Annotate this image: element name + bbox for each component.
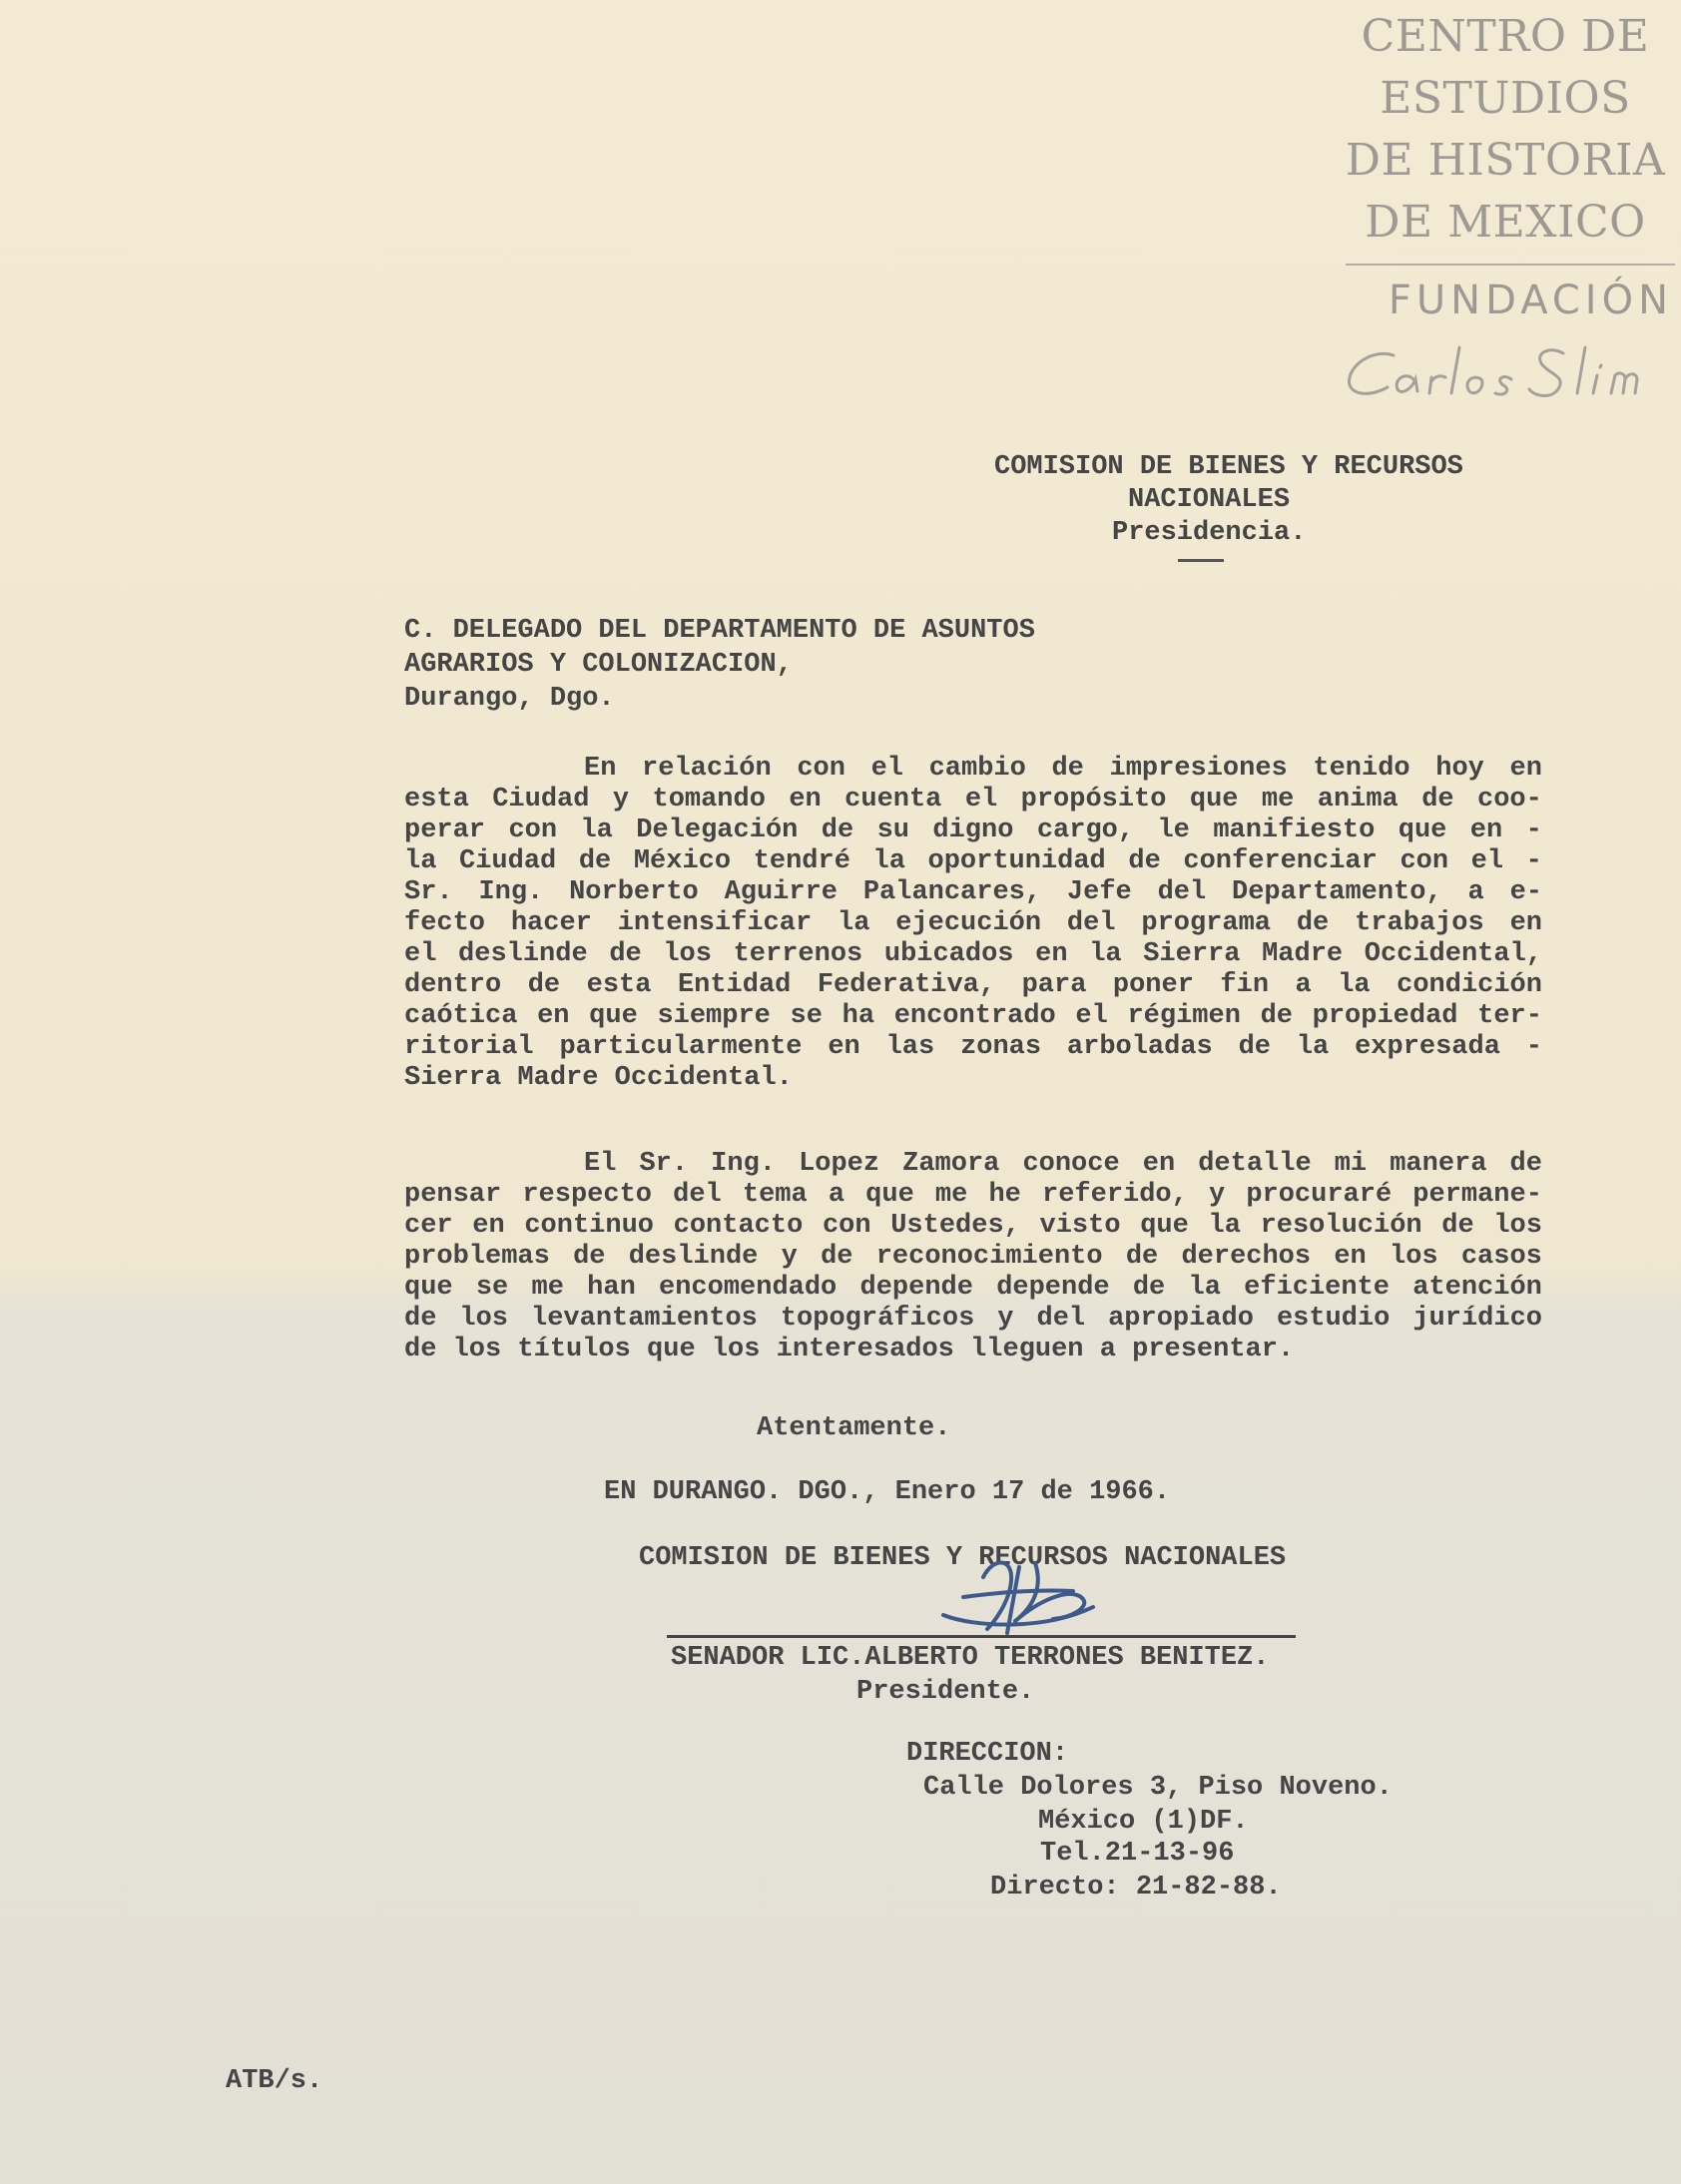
letterhead-line-2: NACIONALES [1128, 485, 1291, 515]
place-date: EN DURANGO. DGO., Enero 17 de 1966. [604, 1477, 1171, 1507]
paragraph-line: esta Ciudad y tomando en cuenta el propósito que me anima de coo- [404, 785, 1542, 815]
handwritten-signature [923, 1537, 1123, 1647]
reference-initials: ATB/s. [226, 2066, 323, 2096]
paragraph-line: En relación con el cambio de impresiones tenido hoy en [584, 754, 1542, 784]
archive-stamp [1336, 6, 1675, 411]
carlos-slim-signature-logo [1336, 331, 1665, 411]
direccion-line-3: Tel.21-13-96 [1040, 1839, 1235, 1869]
addressee-line-2: AGRARIOS Y COLONIZACION, [404, 650, 793, 680]
addressee [404, 614, 1035, 716]
paragraph-line: dentro de esta Entidad Federativa, para poner fin a la condición [404, 970, 1542, 1000]
letterhead [994, 451, 1463, 550]
salutation: Atentamente. [757, 1413, 951, 1443]
signer-name: SENADOR LIC.ALBERTO TERRONES BENITEZ. [671, 1643, 1270, 1673]
body-paragraph-1 [404, 754, 1542, 1094]
paragraph-line: de los levantamientos topográficos y del apropiado estudio jurídico [404, 1304, 1542, 1334]
paragraph-line: caótica en que siempre se ha encontrado el régimen de propiedad ter- [404, 1001, 1542, 1031]
paragraph-line: problemas de deslinde y de reconocimiento de derechos en los casos [404, 1242, 1542, 1272]
body-paragraph-2 [404, 1149, 1542, 1365]
paragraph-line: la Ciudad de México tendré la oportunidad de conferenciar con el - [404, 846, 1542, 876]
paragraph-line: pensar respecto del tema a que me he referido, y procuraré permane- [404, 1180, 1542, 1210]
paragraph-line: El Sr. Ing. Lopez Zamora conoce en detalle mi manera de [584, 1149, 1542, 1179]
paragraph-line: Sierra Madre Occidental. [404, 1063, 793, 1093]
paragraph-line: cer en continuo contacto con Ustedes, visto que la resolución de los [404, 1211, 1542, 1241]
paragraph-line: ritorial particularmente en las zonas arboladas de la expresada - [404, 1032, 1542, 1062]
addressee-line-1: C. DELEGADO DEL DEPARTAMENTO DE ASUNTOS [404, 616, 1035, 646]
stamp-divider [1346, 264, 1675, 266]
paragraph-line: el deslinde de los terrenos ubicados en la Sierra Madre Occidental, [404, 939, 1542, 969]
letterhead-line-1: COMISION DE BIENES Y RECURSOS [994, 452, 1463, 482]
letterhead-line-3: Presidencia. [1112, 518, 1307, 548]
direccion-line-2: México (1)DF. [1038, 1807, 1249, 1837]
direccion-label: DIRECCION: [906, 1739, 1069, 1769]
stamp-line-3: DE HISTORIA [1345, 135, 1666, 186]
letterhead-dash [1178, 559, 1224, 562]
direccion-line-4: Directo: 21-82-88. [990, 1873, 1282, 1903]
stamp-line-2: ESTUDIOS [1380, 73, 1631, 124]
paragraph-line: de los títulos que los interesados lleguen a presentar. [404, 1335, 1295, 1365]
paragraph-line: que se me han encomendado depende depende de la eficiente atención [404, 1273, 1542, 1303]
direccion-line-1: Calle Dolores 3, Piso Noveno. [923, 1773, 1393, 1803]
stamp-line-4: DE MEXICO [1365, 197, 1646, 248]
paragraph-line: fecto hacer intensificar la ejecución del programa de trabajos en [404, 908, 1542, 938]
stamp-fundacion: FUNDACIÓN [1388, 277, 1673, 323]
stamp-line-1: CENTRO DE [1361, 11, 1650, 62]
paragraph-line: perar con la Delegación de su digno cargo, le manifiesto que en - [404, 816, 1542, 845]
addressee-line-3: Durango, Dgo. [404, 684, 615, 714]
closing-organization: COMISION DE BIENES Y RECURSOS NACIONALES [639, 1543, 1287, 1573]
signer-title: Presidente. [856, 1677, 1035, 1707]
signature-line [667, 1635, 1296, 1638]
paragraph-line: Sr. Ing. Norberto Aguirre Palancares, Jefe del Departamento, a e- [404, 877, 1542, 907]
